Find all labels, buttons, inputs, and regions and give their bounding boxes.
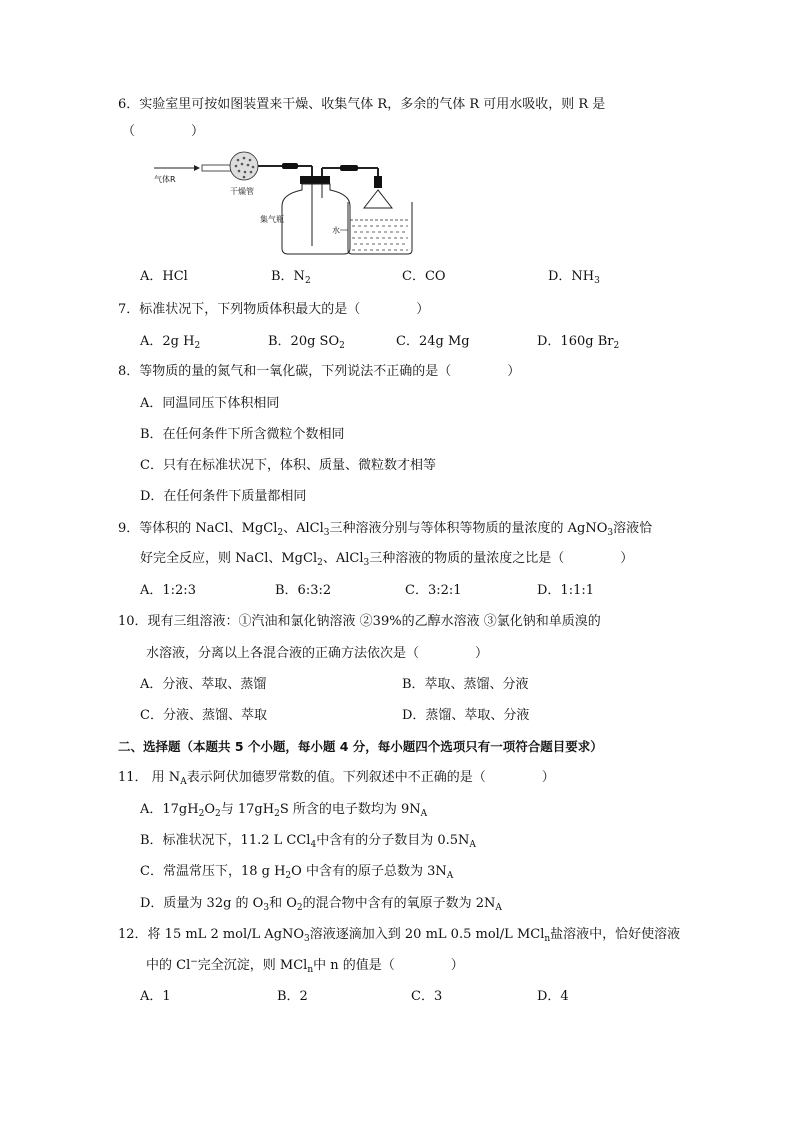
- gas-bottle-label: 集气瓶: [260, 215, 284, 224]
- q12-stem-line1: 12．将 15 mL 2 mol/L AgNO$_3$溶液逐滴加入到 20 mL 0.5 mol/L MCl$_n$盐溶液中，恰好使溶液: [118, 927, 681, 944]
- q11-option-b: B．标准状况下，11.2 L CCl$_4$中含有的分子数目为 $0.5N_A$: [140, 833, 476, 850]
- q12-option-b: B．2: [277, 989, 308, 1004]
- q8-option-a: A．同温同压下体积相同: [140, 396, 280, 411]
- q12-stem-line2: 中的 Cl−完全沉淀，则 MCl$_n$中 n 的值是（ ）: [146, 957, 464, 975]
- q11-option-c: C．常温常压下，18 g $H_2O$ 中含有的原子总数为 $3N_A$: [140, 864, 454, 881]
- q9-stem-line2: 好完全反应，则 NaCl、MgCl$_2$、AlCl$_3$三种溶液的物质的量浓度之比是（ ）: [140, 551, 634, 568]
- gas-collecting-bottle: [282, 184, 350, 254]
- q12-option-a: A．1: [140, 989, 171, 1004]
- q12-option-c: C．3: [411, 989, 443, 1004]
- q12-option-d: D．4: [537, 989, 569, 1004]
- q7-option-a: A．2g $H_2$: [140, 334, 201, 351]
- q10-stem-line2: 水溶液，分离以上各混合液的正确方法依次是（ ）: [146, 646, 489, 661]
- q10-option-d: D．蒸馏、萃取、分液: [402, 708, 530, 723]
- beaker: [348, 202, 412, 254]
- inverted-funnel: [364, 190, 392, 208]
- q7-option-d: D．160g $Br_2$: [537, 334, 620, 351]
- q6-stem: 6．实验室里可按如图装置来干燥、收集气体 R，多余的气体 R 可用水吸收，则 R 是: [118, 97, 606, 112]
- q6-option-b: B．$N_2$: [271, 269, 311, 286]
- q9-stem-line1: 9．等体积的 NaCl、MgCl$_2$、AlCl$_3$三种溶液分别与等体积等物质的量浓度的 AgNO$_3$溶液恰: [118, 521, 653, 538]
- q10-option-a: A．分液、萃取、蒸馏: [140, 677, 267, 692]
- q11-option-a: A．$17gH_2O_2$与 $17gH_2S$ 所含的电子数均为 $9N_A$: [140, 802, 428, 819]
- q8-option-b: B．在任何条件下所含微粒个数相同: [140, 427, 345, 442]
- q9-option-c: C．3:2:1: [405, 583, 462, 598]
- q11-stem: 11． 用 $N_A$表示阿伏加德罗常数的值。下列叙述中不正确的是（ ）: [118, 770, 555, 787]
- gas-r-label: 气体R: [154, 175, 176, 184]
- q7-stem: 7．标准状况下，下列物质体积最大的是（ ）: [118, 302, 430, 317]
- water-label: 水: [332, 226, 340, 235]
- q9-option-b: B．6:3:2: [275, 583, 332, 598]
- section-2-title: 二、选择题（本题共 5 个小题，每小题 4 分，每小题四个选项只有一项符合题目要求）: [118, 739, 603, 754]
- q7-option-c: C．24g Mg: [396, 334, 470, 349]
- q10-stem-line1: 10．现有三组溶液：①汽油和氯化钠溶液 ②39%的乙醇水溶液 ③氯化钠和单质溴的: [118, 614, 601, 629]
- q6-answer-paren: （ ）: [122, 124, 205, 139]
- q10-option-b: B．萃取、蒸馏、分液: [402, 677, 529, 692]
- q6-option-d: D．$NH_3$: [548, 269, 600, 286]
- q8-option-d: D．在任何条件下质量都相同: [140, 489, 307, 504]
- q6-option-c: C．CO: [402, 269, 446, 284]
- drying-tube-label: 干燥管: [230, 187, 254, 196]
- q8-stem: 8．等物质的量的氮气和一氧化碳，下列说法不正确的是（ ）: [118, 364, 521, 379]
- q6-apparatus-figure: [152, 150, 442, 262]
- q9-option-d: D．1:1:1: [537, 583, 594, 598]
- q7-option-b: B．20g $SO_2$: [268, 334, 345, 351]
- q10-option-c: C．分液、蒸馏、萃取: [140, 708, 267, 723]
- q6-option-a: A．HCl: [140, 269, 188, 284]
- q11-option-d: D．质量为 32g 的 $O_3$和 $O_2$的混合物中含有的氧原子数为 $2N_A$: [140, 896, 502, 913]
- q9-option-a: A．1:2:3: [140, 583, 196, 598]
- q8-option-c: C．只有在标准状况下，体积、质量、微粒数才相等: [140, 458, 436, 473]
